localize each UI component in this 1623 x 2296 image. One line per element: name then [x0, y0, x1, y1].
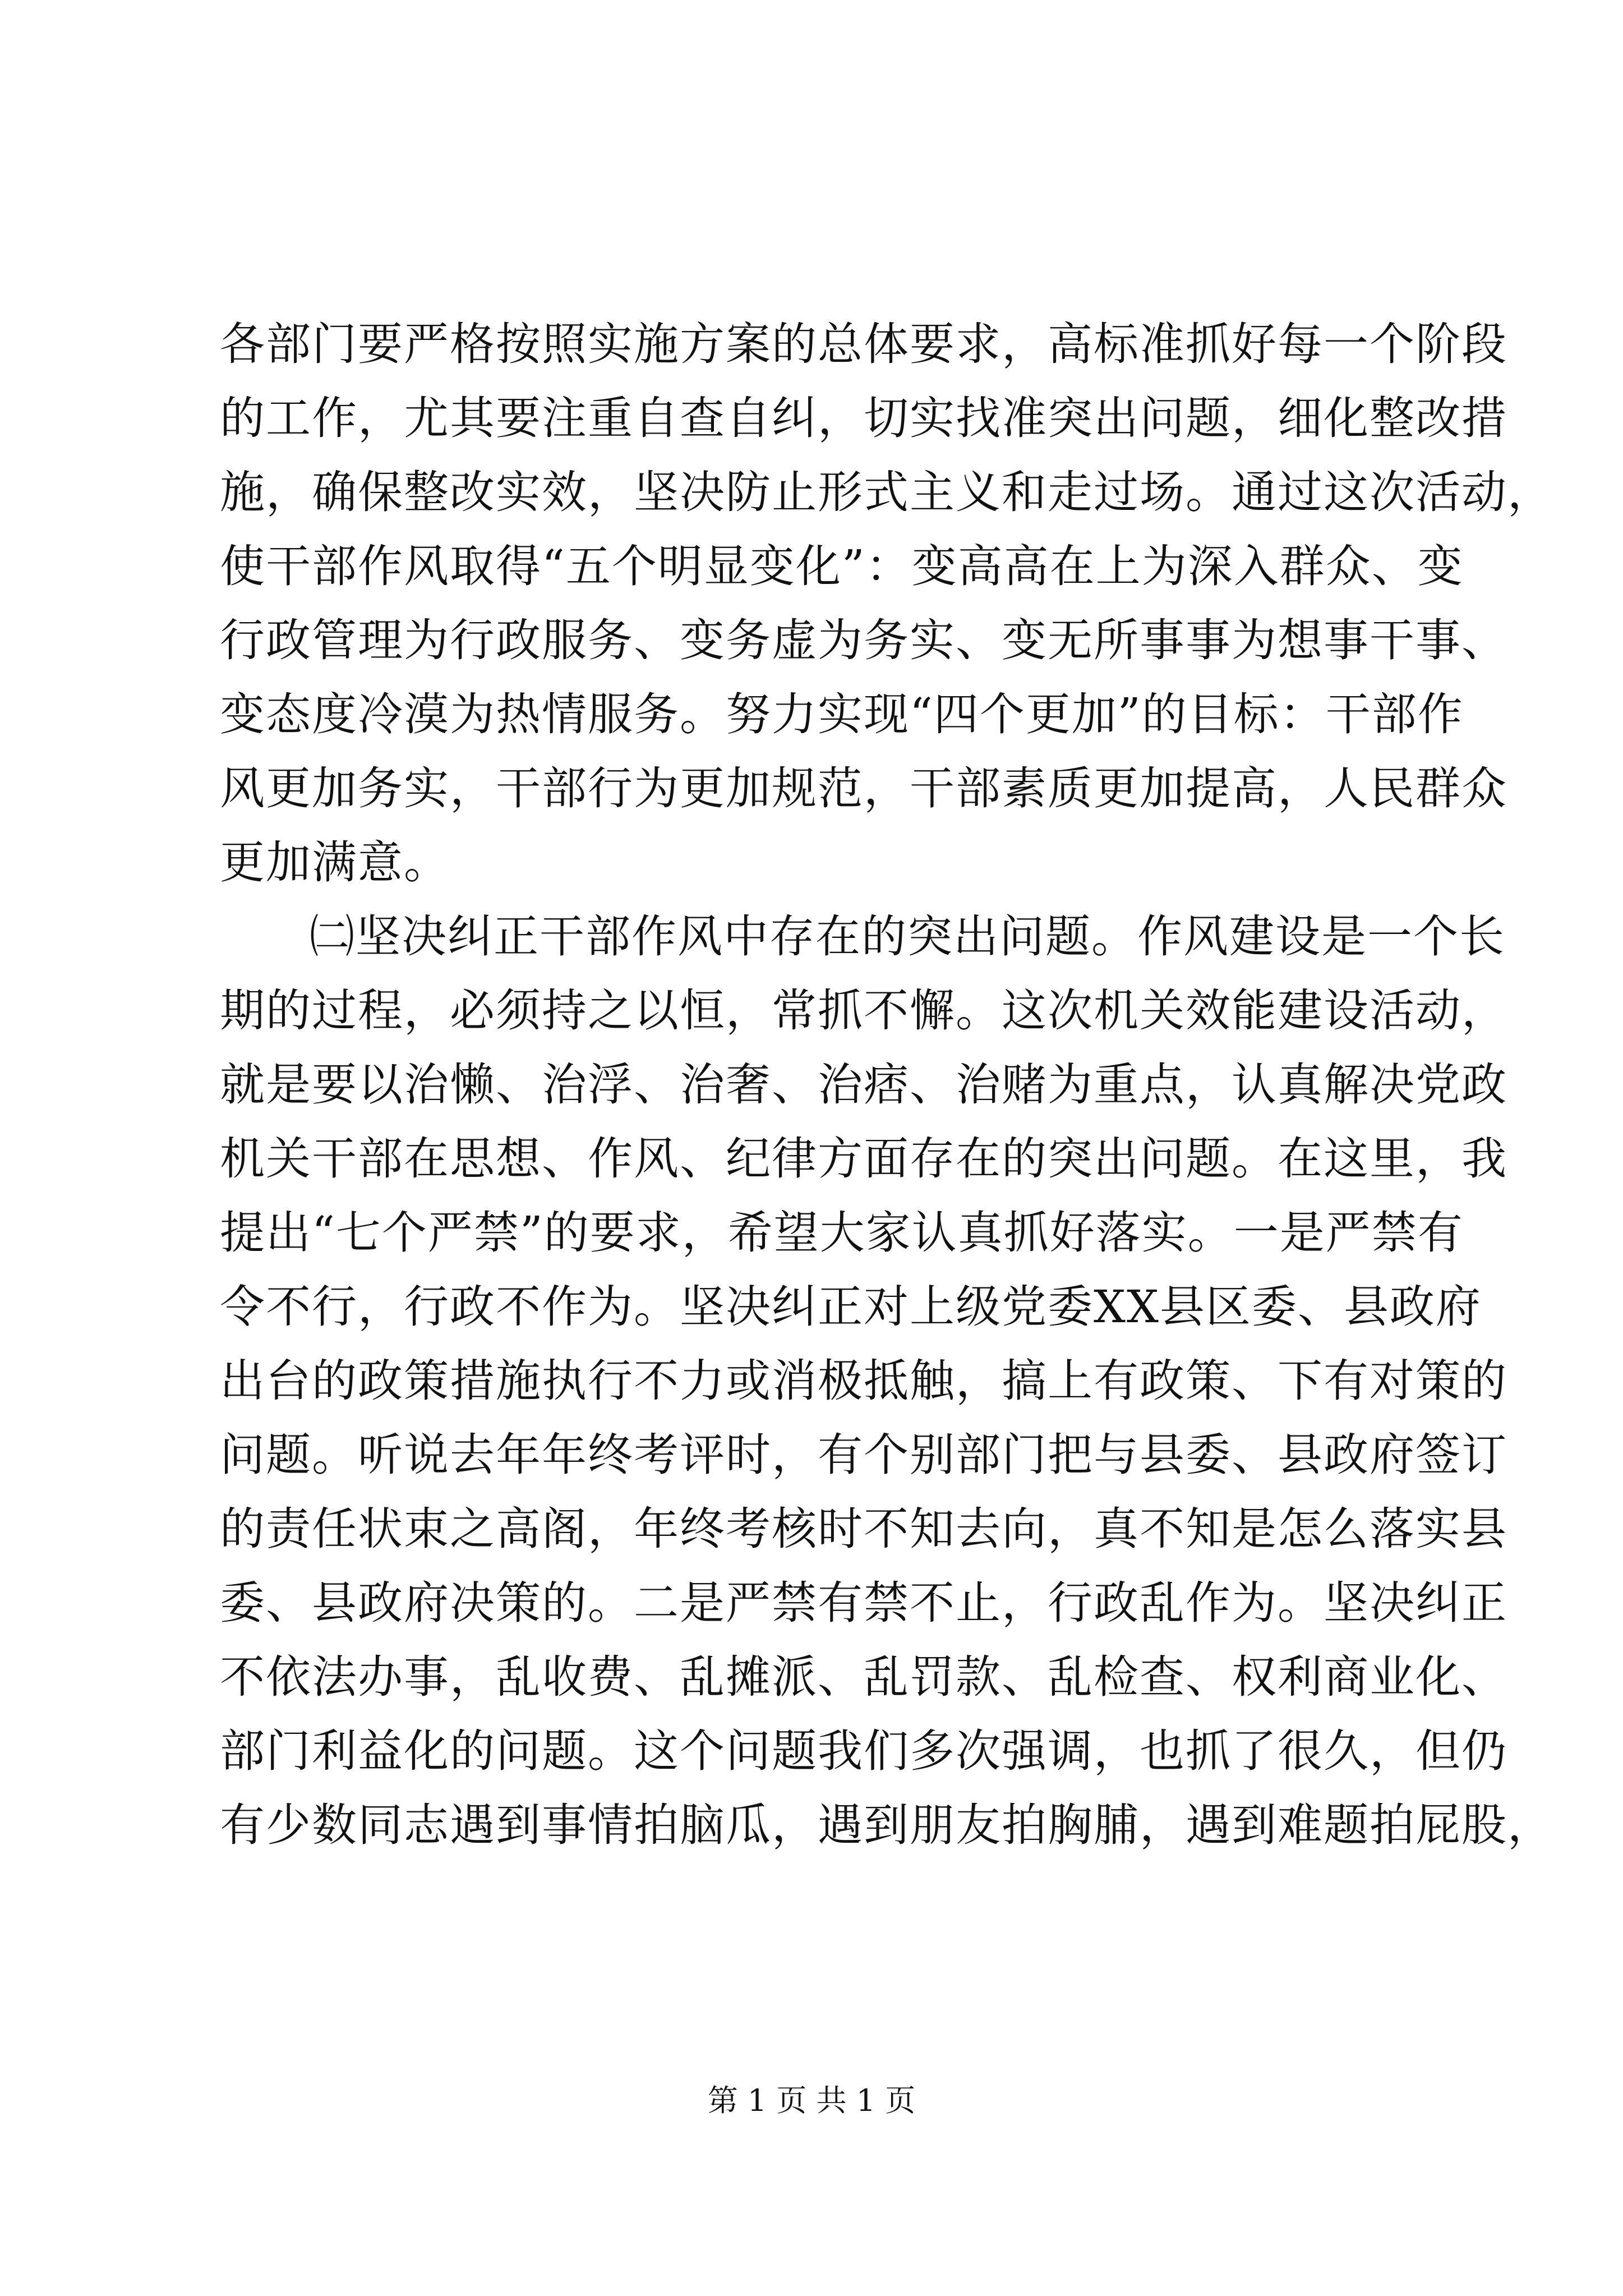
text-line: 机关干部在思想、作风、纪律方面存在的突出问题。在这里，我 [220, 1133, 1507, 1185]
text-line: 行政管理为行政服务、变务虚为务实、变无所事事为想事干事、 [220, 614, 1507, 666]
text-line: 部门利益化的问题。这个问题我们多次强调，也抓了很久，但仍 [220, 1725, 1507, 1777]
text-line: 的工作，尤其要注重自查自纠，切实找准突出问题，细化整改措 [220, 392, 1507, 444]
text-line: 不依法办事，乱收费、乱摊派、乱罚款、乱检查、权利商业化、 [220, 1651, 1507, 1703]
text-line: 更加满意。 [220, 836, 450, 889]
text-line: 各部门要严格按照实施方案的总体要求，高标准抓好每一个阶段 [220, 318, 1507, 370]
paragraph-start-line: ㈡坚决纠正干部作风中存在的突出问题。作风建设是一个长 [310, 910, 1505, 963]
text-line: 的责任状束之高阁，年终考核时不知去向，真不知是怎么落实县 [220, 1503, 1507, 1555]
text-line: 风更加务实，干部行为更加规范，干部素质更加提高，人民群众 [220, 762, 1507, 815]
page-number-label: 第 1 页 共 1 页 [707, 2083, 916, 2118]
text-line: 令不行，行政不作为。坚决纠正对上级党委XX县区委、县政府 [220, 1281, 1482, 1333]
text-line: 有少数同志遇到事情拍脑瓜，遇到朋友拍胸脯，遇到难题拍屁股， [220, 1799, 1553, 1851]
text-line: 提出“七个严禁”的要求，希望大家认真抓好落实。一是严禁有 [220, 1207, 1464, 1259]
text-line: 期的过程，必须持之以恒，常抓不懈。这次机关效能建设活动， [220, 984, 1507, 1037]
text-line: 施，确保整改实效，坚决防止形式主义和走过场。通过这次活动， [220, 466, 1553, 518]
page-footer [0, 2081, 1623, 2120]
text-line: 委、县政府决策的。二是严禁有禁不止，行政乱作为。坚决纠正 [220, 1577, 1507, 1629]
text-line: 出台的政策措施执行不力或消极抵触，搞上有政策、下有对策的 [220, 1355, 1507, 1407]
text-line: 变态度冷漠为热情服务。努力实现“四个更加”的目标：干部作 [220, 688, 1464, 740]
text-line: 问题。听说去年年终考评时，有个别部门把与县委、县政府签订 [220, 1429, 1507, 1481]
body-text [220, 307, 1553, 1862]
text-line: 使干部作风取得“五个明显变化”：变高高在上为深入群众、变 [220, 540, 1464, 592]
text-line: 就是要以治懒、治浮、治奢、治痞、治赌为重点，认真解决党政 [220, 1059, 1507, 1111]
